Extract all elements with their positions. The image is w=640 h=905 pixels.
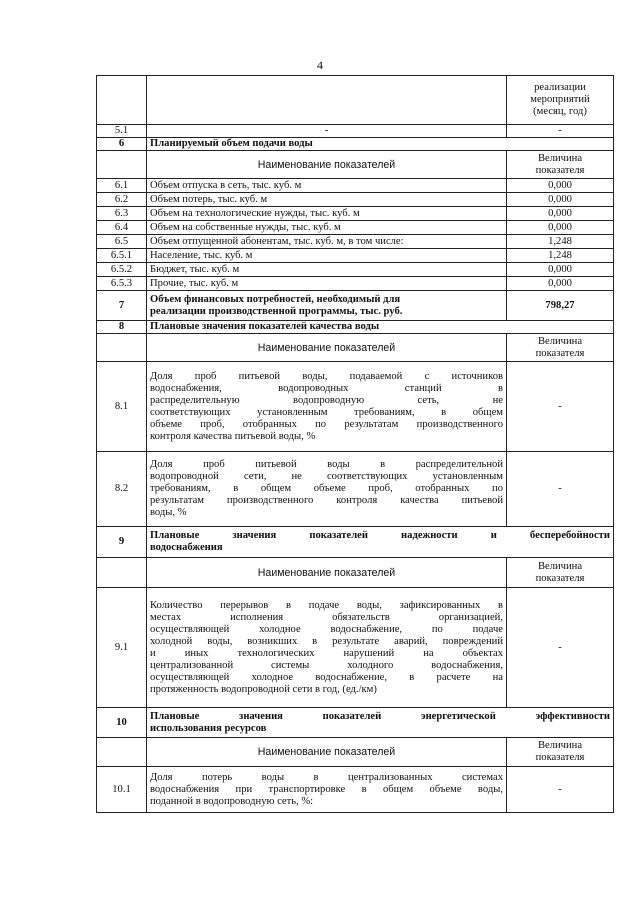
program-table xyxy=(96,75,614,813)
row-number: 6.4 xyxy=(97,221,147,235)
section-number: 8 xyxy=(97,321,147,334)
table-row xyxy=(97,277,614,291)
header-line: реализации xyxy=(534,82,586,93)
row-number: 6.2 xyxy=(97,193,147,207)
text-line: холодной воды, возникших в результате аварий, повреждений xyxy=(150,635,503,647)
name-header: Наименование показателей xyxy=(147,151,507,179)
value-header xyxy=(507,738,614,767)
name-header: Наименование показателей xyxy=(147,334,507,362)
section-title xyxy=(147,291,507,321)
header-line: показателя xyxy=(535,347,585,359)
indicator-name: Прочие, тыс. куб. м xyxy=(147,277,507,291)
text-line: воды, % xyxy=(150,507,187,518)
text-line: результатам производственного контроля качества питьевой xyxy=(150,495,503,506)
title-line: водоснабжения xyxy=(150,542,223,553)
column-header-row xyxy=(97,738,614,767)
row-number: 6.5 xyxy=(97,235,147,249)
text-line: водопроводной сети, не соответствующих установленным xyxy=(150,471,503,482)
empty-cell xyxy=(97,76,147,125)
section-row xyxy=(97,527,614,558)
header-line: Величина xyxy=(537,740,583,751)
table-row xyxy=(97,125,614,138)
indicator-name xyxy=(147,767,507,813)
empty-cell xyxy=(97,151,147,179)
text-line: водоснабжения при транспортировке в общем объеме воды, xyxy=(150,783,503,795)
indicator-name: Объем отпущенной абонентам, тыс. куб. м, в том числе: xyxy=(147,235,507,249)
header-line: показателя xyxy=(535,572,585,584)
table-row xyxy=(97,221,614,235)
empty-cell xyxy=(147,76,507,125)
table-row xyxy=(97,588,614,708)
header-line: Величина xyxy=(537,335,583,347)
value-header-cont xyxy=(507,76,614,125)
title-line: Плановые значения показателей надежности и бесперебойности xyxy=(150,530,610,541)
text-line: водоснабжения, водопроводных станций в xyxy=(150,382,503,394)
title-line: использования ресурсов xyxy=(150,722,267,734)
section-number: 6 xyxy=(97,138,147,151)
text-line: контроля качества питьевой воды, % xyxy=(150,430,316,442)
text-line: Доля потерь воды в централизованных системах xyxy=(150,771,503,783)
indicator-value: - xyxy=(507,767,614,813)
header-line: мероприятий xyxy=(530,94,590,105)
value-header xyxy=(507,558,614,588)
text-line: осуществляющей холодное водоснабжение, в расчете на xyxy=(150,671,503,683)
name-header: Наименование показателей xyxy=(147,558,507,588)
indicator-name: - xyxy=(147,125,507,138)
indicator-name: Объем на собственные нужды, тыс. куб. м xyxy=(147,221,507,235)
indicator-value: 0,000 xyxy=(507,179,614,193)
indicator-name: Объем отпуска в сеть, тыс. куб. м xyxy=(147,179,507,193)
section-row xyxy=(97,138,614,151)
empty-cell xyxy=(97,738,147,767)
section-title: Планируемый объем подачи воды xyxy=(147,138,614,151)
title-line: реализации производственной программы, тыс. руб. xyxy=(150,305,403,317)
indicator-name xyxy=(147,588,507,708)
title-line: Объем финансовых потребностей, необходимый для xyxy=(150,293,401,305)
table-row xyxy=(97,249,614,263)
indicator-value: - xyxy=(507,125,614,138)
table-row xyxy=(97,362,614,452)
header-line: показателя xyxy=(535,164,585,176)
indicator-name: Объем на технологические нужды, тыс. куб. м xyxy=(147,207,507,221)
text-line: и иных технологических нарушений на объектах xyxy=(150,647,503,659)
row-number: 8.1 xyxy=(97,362,147,452)
table-row xyxy=(97,207,614,221)
row-number: 6.5.3 xyxy=(97,277,147,291)
table-row xyxy=(97,179,614,193)
indicator-value: 1,248 xyxy=(507,249,614,263)
table-row xyxy=(97,767,614,813)
text-line: Доля проб питьевой воды в распределительной xyxy=(150,459,503,470)
table-row xyxy=(97,235,614,249)
text-line: местах исполнения обязательств организацией, xyxy=(150,611,503,623)
row-number: 5.1 xyxy=(97,125,147,138)
section-title xyxy=(147,527,614,558)
name-header: Наименование показателей xyxy=(147,738,507,767)
header-line: показателя xyxy=(535,752,585,763)
indicator-value: - xyxy=(507,452,614,527)
header-line: (месяц, год) xyxy=(533,106,587,117)
table-row xyxy=(97,263,614,277)
indicator-value: - xyxy=(507,362,614,452)
section-number: 7 xyxy=(97,291,147,321)
table-row xyxy=(97,452,614,527)
text-line: протяженность водопроводной сети в год, (ед./км) xyxy=(150,683,377,695)
text-line: объеме проб, отобранных по результатам производственного xyxy=(150,418,503,430)
text-line: Доля проб питьевой воды, подаваемой с источников xyxy=(150,370,503,382)
section-row xyxy=(97,321,614,334)
text-line: поданной в водопроводную сеть, %: xyxy=(150,795,314,807)
header-line: Величина xyxy=(537,152,583,164)
text-line: Количество перерывов в подаче воды, зафиксированных в xyxy=(150,599,503,611)
continuation-header-row xyxy=(97,76,614,125)
empty-cell xyxy=(97,334,147,362)
indicator-value: 0,000 xyxy=(507,277,614,291)
indicator-value: 1,248 xyxy=(507,235,614,249)
header-line: Величина xyxy=(537,560,583,572)
text-line: требованиям, в общем объеме проб, отобранных по xyxy=(150,483,503,494)
financial-value: 798,27 xyxy=(507,291,614,321)
row-number: 6.5.1 xyxy=(97,249,147,263)
indicator-name xyxy=(147,362,507,452)
indicator-value: - xyxy=(507,588,614,708)
indicator-name: Объем потерь, тыс. куб. м xyxy=(147,193,507,207)
section-title xyxy=(147,708,614,738)
indicator-name xyxy=(147,452,507,527)
row-number: 6.5.2 xyxy=(97,263,147,277)
empty-cell xyxy=(97,558,147,588)
section-number: 10 xyxy=(97,708,147,738)
column-header-row xyxy=(97,151,614,179)
text-line: соответствующих установленным требованиям, в общем xyxy=(150,406,503,418)
indicator-name: Население, тыс. куб. м xyxy=(147,249,507,263)
text-line: осуществляющей холодное водоснабжение, по подаче xyxy=(150,623,503,635)
section-number: 9 xyxy=(97,527,147,558)
value-header xyxy=(507,151,614,179)
column-header-row xyxy=(97,558,614,588)
row-number: 10.1 xyxy=(97,767,147,813)
page-number: 4 xyxy=(317,58,323,72)
row-number: 6.3 xyxy=(97,207,147,221)
column-header-row xyxy=(97,334,614,362)
title-line: Плановые значения показателей энергетической эффективности xyxy=(150,710,610,722)
indicator-value: 0,000 xyxy=(507,221,614,235)
row-number: 8.2 xyxy=(97,452,147,527)
indicator-value: 0,000 xyxy=(507,263,614,277)
section-title: Плановые значения показателей качества воды xyxy=(147,321,614,334)
indicator-value: 0,000 xyxy=(507,207,614,221)
row-number: 6.1 xyxy=(97,179,147,193)
row-number: 9.1 xyxy=(97,588,147,708)
text-line: распределительную водопроводную сеть, не xyxy=(150,394,503,406)
table-row xyxy=(97,193,614,207)
value-header xyxy=(507,334,614,362)
section-row xyxy=(97,708,614,738)
indicator-value: 0,000 xyxy=(507,193,614,207)
text-line: централизованной системы холодного водоснабжения, xyxy=(150,659,503,671)
indicator-name: Бюджет, тыс. куб. м xyxy=(147,263,507,277)
section-row xyxy=(97,291,614,321)
